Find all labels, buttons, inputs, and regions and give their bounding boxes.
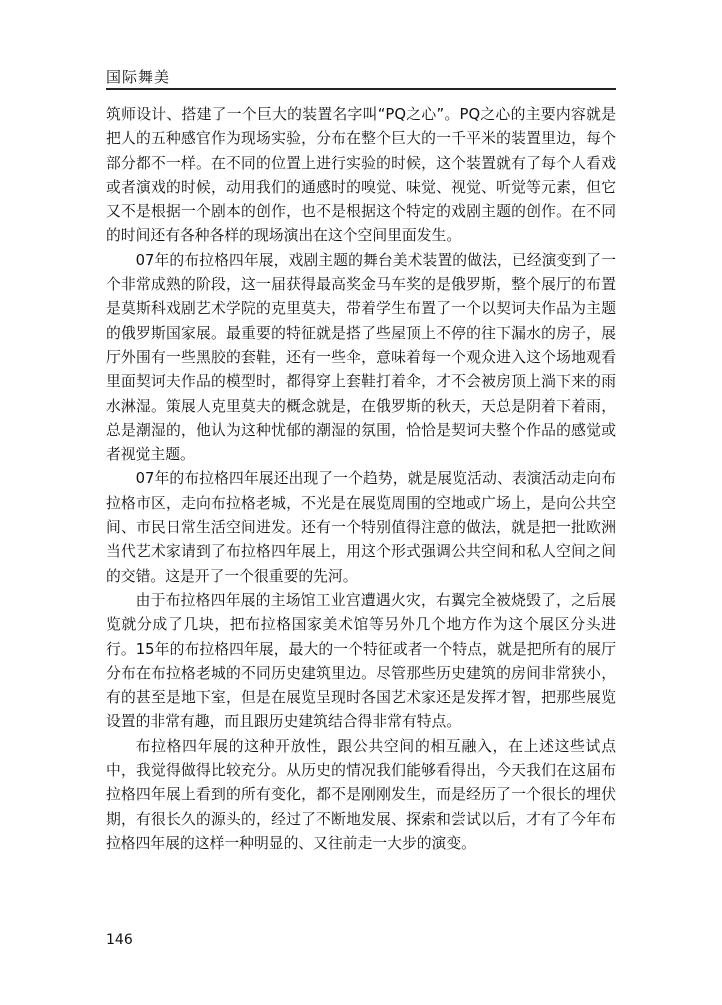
paragraph: 筑师设计、搭建了一个巨大的装置名字叫“PQ之心”。PQ之心的主要内容就是把人的五种感官作为现场实验，分布在整个巨大的一千平米的装置里边，每个部分都不一样。在不同的位置上进行实验的时候，这个装置就有了每个人看戏或者演戏的时候，动用我们的通感时的嗅觉、味觉、视觉、听觉等元素，但它又不是根据一个剧本的创作，也不是根据这个特定的戏剧主题的创作。在不同的时间还有各种各样的现场演出在这个空间里面发生。	[106, 106, 616, 245]
paragraph: 07年的布拉格四年展，戏剧主题的舞台美术装置的做法，已经演变到了一个非常成熟的阶段，这一届获得最高奖金马车奖的是俄罗斯，整个展厅的布置是莫斯科戏剧艺术学院的克里莫夫，带着学生布置了一个以契诃夫作品为主题的俄罗斯国家展。最重要的特征就是搭了些屋顶上不停的往下漏水的房子，展厅外围有一些黑胶的套鞋，还有一些伞，意味着每一个观众进入这个场地观看里面契诃夫作品的模型时，都得穿上套鞋打着伞，才不会被房顶上淌下来的雨水淋湿。策展人克里莫夫的概念就是，在俄罗斯的秋天，天总是阴着下着雨，总是潮湿的，他认为这种忧郁的潮湿的氛围，恰恰是契诃夫整个作品的感觉或者视觉主题。	[106, 251, 616, 464]
header-rule	[106, 88, 616, 90]
paragraph: 布拉格四年展的这种开放性，跟公共空间的相互融入，在上述这些试点中，我觉得做得比较充分。从历史的情况我们能够看得出，今天我们在这届布拉格四年展上看到的所有变化，都不是刚刚发生，而是经历了一个很长的埋伏期，有很长久的源头的，经过了不断地发展、探索和尝试以后，才有了今年布拉格四年展的这样一种明显的、又往前走一大步的演变。	[106, 737, 616, 852]
running-header: 国际舞美	[106, 68, 171, 86]
body-text	[106, 103, 616, 856]
paragraph: 07年的布拉格四年展还出现了一个趋势，就是展览活动、表演活动走向布拉格市区，走向布拉格老城，不光是在展览周围的空地或广场上，是向公共空间、市民日常生活空间进发。还有一个特别值得注意的做法，就是把一批欧洲当代艺术家请到了布拉格四年展上，用这个形式强调公共空间和私人空间之间的交错。这是开了一个很重要的先河。	[106, 470, 616, 585]
page-number: 146	[106, 932, 133, 948]
paragraph: 由于布拉格四年展的主场馆工业宫遭遇火灾，右翼完全被烧毁了，之后展览就分成了几块，把布拉格国家美术馆等另外几个地方作为这个展区分头进行。15年的布拉格四年展，最大的一个特征或者一个特点，就是把所有的展厅分布在布拉格老城的不同历史建筑里边。尽管那些历史建筑的房间非常狭小，有的甚至是地下室，但是在展览呈现时各国艺术家还是发挥才智，把那些展览设置的非常有趣，而且跟历史建筑结合得非常有特点。	[106, 591, 616, 731]
